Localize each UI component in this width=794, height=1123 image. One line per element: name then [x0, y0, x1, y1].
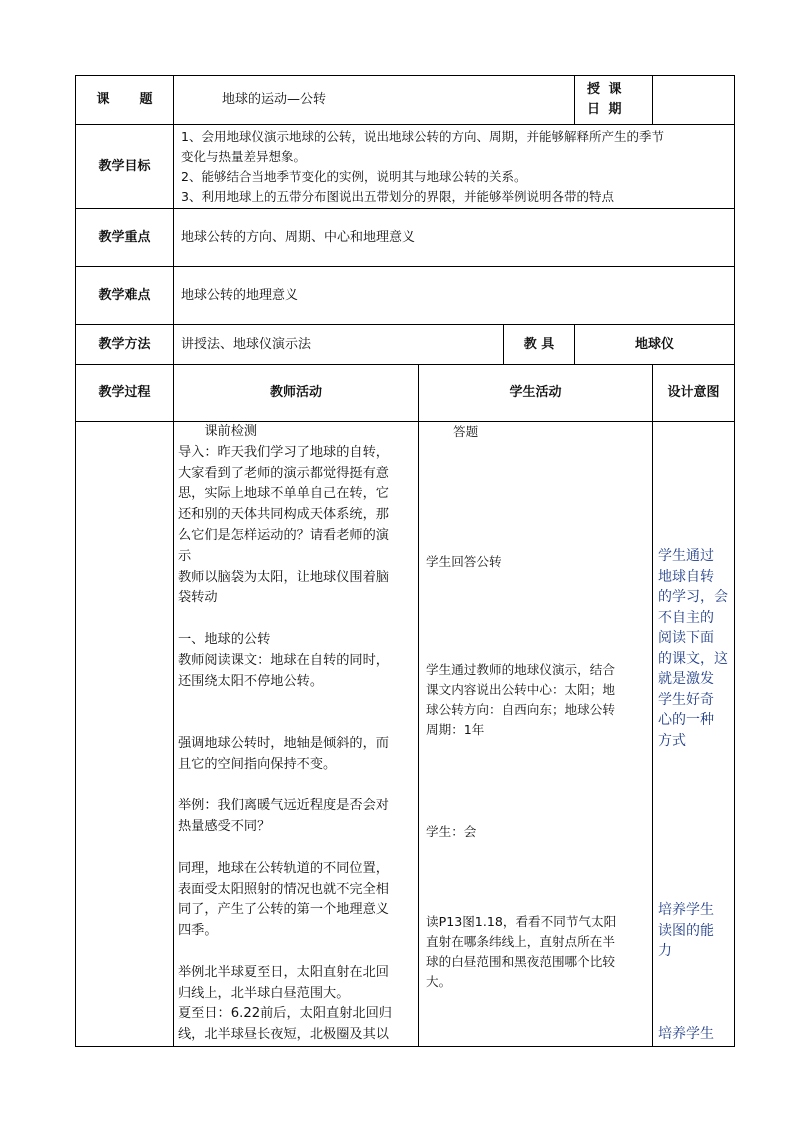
- teacher-line: 导入：昨天我们学习了地球的自转，: [178, 444, 389, 460]
- design-line: 力: [658, 943, 673, 959]
- design-line: 培养学生: [658, 1026, 715, 1042]
- difficulty-label: 教学难点: [76, 267, 174, 325]
- method-label: 教学方法: [76, 325, 174, 365]
- teacher-line: 线，北半球昼长夜短，北极圈及其以: [178, 1027, 389, 1043]
- teacher-line: 示: [178, 548, 192, 564]
- process-empty-cell: [76, 422, 174, 1047]
- teacher-lines: [178, 422, 392, 1046]
- topic-label-char-2: 题: [139, 92, 153, 107]
- teacher-line: 一、地球的公转: [178, 631, 271, 647]
- student-read-line: 大。: [426, 974, 452, 989]
- design-line: 读图的能: [658, 922, 715, 939]
- date-value[interactable]: [653, 76, 735, 125]
- teacher-line: [178, 942, 392, 963]
- student-answer-turn: 学生回答公转: [426, 554, 502, 569]
- design-line: 就是激发: [658, 671, 715, 687]
- design-block-second: [658, 900, 714, 962]
- teacher-line: [178, 609, 392, 630]
- teacher-line: 且它的空间指向保持不变。: [178, 756, 337, 772]
- teacher-line: 袋转动: [178, 590, 218, 606]
- design-line: 的课文，这: [658, 650, 729, 667]
- teacher-line: [178, 713, 392, 734]
- design-line: 学生通过: [658, 548, 715, 564]
- student-activity-cell: [419, 422, 653, 1047]
- student-answer: 答题: [453, 424, 479, 439]
- teacher-line: 表面受太阳照射的情况也就不完全相: [178, 881, 389, 897]
- topic-row: [76, 76, 735, 125]
- teacher-line: [178, 692, 392, 713]
- process-label: 教学过程: [76, 365, 174, 422]
- student-read-block: [426, 912, 616, 992]
- student-demo-line: 球公转方向：自西向东；地球公转: [426, 702, 615, 717]
- student-read-line: 读P13图1.18，看看不同节气太阳: [426, 914, 617, 929]
- goals-line: 1、会用地球仪演示地球的公转，说出地球公转的方向、周期，并能够解释所产生的季节: [181, 128, 664, 144]
- student-demo-block: [426, 660, 615, 740]
- student-read-line: 球的白昼范围和黑夜范围哪个比较: [426, 954, 615, 969]
- design-intent-header: 设计意图: [653, 365, 735, 422]
- student-demo-line: 学生通过教师的地球仪演示，结合: [426, 662, 615, 677]
- topic-value: 地球的运动—公转: [174, 76, 575, 125]
- design-line: 不自主的: [658, 609, 715, 626]
- teacher-line: 举例：我们离暖气远近程度是否会对: [178, 798, 389, 814]
- date-label: [575, 76, 653, 125]
- method-value: 讲授法、地球仪演示法: [174, 325, 504, 365]
- student-activity-header: 学生活动: [419, 365, 653, 422]
- teacher-activity-cell: [174, 422, 419, 1047]
- difficulty-row: [76, 267, 735, 325]
- tools-label: 教 具: [504, 325, 575, 365]
- design-block-first: [658, 546, 728, 751]
- student-yes: 学生：会: [426, 824, 477, 839]
- design-line: 地球自转: [658, 568, 715, 585]
- student-read-line: 直射在哪条纬线上，直射点所在半: [426, 934, 615, 949]
- teacher-line: 大家看到了老师的演示都觉得挺有意: [178, 465, 389, 481]
- design-line: 阅读下面: [658, 630, 715, 646]
- goals-line: 2、能够结合当地季节变化的实例，说明其与地球公转的关系。: [181, 168, 527, 184]
- process-body-row: [76, 422, 735, 1047]
- goals-line: 变化与热量差异想象。: [181, 148, 307, 164]
- design-intent-cell: [653, 422, 735, 1047]
- process-header-row: [76, 365, 735, 422]
- design-line: 学生好奇: [658, 691, 715, 708]
- teacher-line: 强调地球公转时，地轴是倾斜的，而: [178, 735, 389, 751]
- student-demo-line: 课文内容说出公转中心：太阳；地: [426, 682, 615, 697]
- design-line: 培养学生: [658, 902, 715, 918]
- teacher-line: 举例北半球夏至日，太阳直射在北回: [178, 964, 389, 980]
- design-line: 的学习，会: [658, 589, 729, 605]
- design-line: 方式: [658, 732, 687, 749]
- lesson-plan-table: [75, 75, 735, 1047]
- goals-line: 3、利用地球上的五带分布图说出五带划分的界限，并能够举例说明各带的特点: [181, 188, 614, 204]
- design-line: 心的一种: [658, 712, 715, 728]
- goals-label: 教学目标: [76, 125, 174, 209]
- teacher-line: 还围绕太阳不停地公转。: [178, 673, 324, 689]
- key-points-value: 地球公转的方向、周期、中心和地理意义: [174, 209, 735, 267]
- teacher-activity-header: 教师活动: [174, 365, 419, 422]
- teacher-line: 思，实际上地球不单单自己在转，它: [178, 486, 389, 502]
- key-points-label: 教学重点: [76, 209, 174, 267]
- date-label-line1: 授 课: [587, 82, 624, 97]
- student-demo-line: 周期：1年: [426, 722, 485, 737]
- teacher-line: 归线上，北半球白昼范围大。: [178, 985, 350, 1001]
- teacher-line: [178, 776, 392, 797]
- teacher-line: 夏至日：6.22前后，太阳直射北回归: [178, 1006, 392, 1022]
- teacher-line: 还和别的天体共同构成天体系统，那: [178, 507, 389, 523]
- teacher-line: 四季。: [178, 923, 218, 939]
- teacher-line: [178, 838, 392, 859]
- design-block-third: [658, 1024, 714, 1045]
- teacher-line: 同理，地球在公转轨道的不同位置，: [178, 860, 389, 876]
- goals-row: [76, 125, 735, 209]
- teacher-line: 课前检测: [178, 424, 258, 439]
- teacher-line: 热量感受不同？: [178, 819, 271, 835]
- topic-label-char-1: 课: [96, 92, 110, 107]
- difficulty-value: 地球公转的地理意义: [174, 267, 735, 325]
- goals-content: [174, 125, 735, 209]
- key-points-row: [76, 209, 735, 267]
- tools-value: 地球仪: [575, 325, 735, 365]
- teacher-line: 么它们是怎样运动的？请看老师的演: [178, 527, 389, 543]
- method-row: [76, 325, 735, 365]
- topic-label: [76, 76, 174, 125]
- teacher-line: 同了，产生了公转的第一个地理意义: [178, 902, 389, 918]
- date-label-line2: 日 期: [587, 102, 624, 117]
- teacher-line: 教师以脑袋为太阳，让地球仪围着脑: [178, 569, 389, 585]
- teacher-line: 教师阅读课文：地球在自转的同时，: [178, 652, 389, 668]
